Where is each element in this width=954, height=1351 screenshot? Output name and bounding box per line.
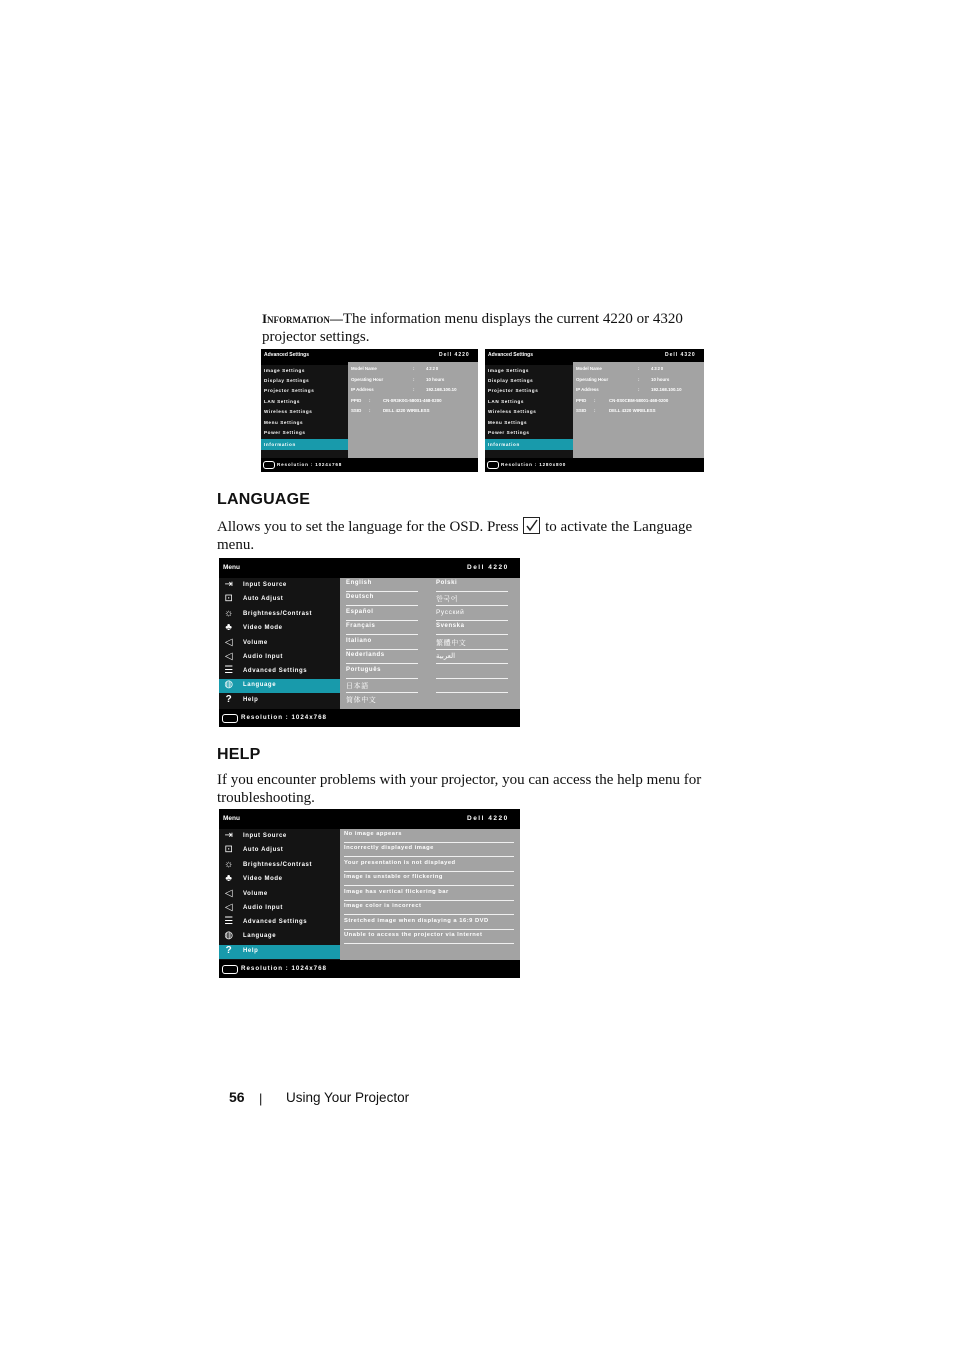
osd-item-lan-settings[interactable]: LAN Settings (264, 399, 301, 404)
osd-item-wireless-settings[interactable]: Wireless Settings (264, 409, 313, 414)
osd-item-image-settings[interactable]: Image Settings (488, 368, 530, 373)
menu-item-label: Help (243, 697, 259, 703)
info-label: IP Address (351, 387, 374, 392)
menu-item-label: Volume (243, 891, 268, 897)
info-value: DELL 4320 WIRELESS (609, 408, 656, 413)
info-value: 10 hours (651, 377, 670, 382)
osd-info-panel (573, 362, 704, 458)
help-heading: HELP (217, 746, 261, 763)
osd-header-model: Dell 4220 (467, 815, 509, 822)
language-text-part1: Allows you to set the language for the OSD. Press (217, 519, 519, 535)
language-option[interactable]: Polski (436, 580, 508, 592)
help-topic[interactable]: Your presentation is not displayed (344, 860, 514, 872)
brightness-icon: ☼ (224, 859, 234, 870)
osd-sidebar (219, 578, 340, 709)
osd-item-power-settings[interactable]: Power Settings (264, 430, 306, 435)
menu-item-language[interactable] (219, 930, 340, 944)
osd-sidebar (261, 365, 348, 458)
menu-item-help[interactable] (219, 945, 340, 959)
osd-sidebar (485, 365, 573, 458)
auto-adjust-icon: ⊡ (224, 844, 234, 855)
menu-item-label: Input Source (243, 833, 287, 839)
help-topic[interactable]: Unable to access the projector via Internet (344, 932, 514, 944)
menu-item-brightness-contrast[interactable] (219, 859, 340, 873)
info-value: CN-0S0CBM-58001-468-0200 (609, 398, 669, 403)
info-value: 4220 (426, 366, 439, 371)
osd-header-title: Menu (223, 564, 240, 571)
menu-item-language[interactable] (219, 679, 340, 693)
info-sep: : (594, 408, 596, 413)
menu-item-advanced-settings[interactable] (219, 916, 340, 930)
help-topic[interactable]: Incorrectly displayed image (344, 845, 514, 857)
language-paragraph (217, 517, 707, 554)
menu-item-input-source[interactable] (219, 579, 340, 593)
settings-sliders-icon: ☰ (224, 665, 234, 676)
osd-item-power-settings[interactable]: Power Settings (488, 430, 530, 435)
osd-sidebar (219, 829, 340, 960)
info-sep: : (413, 387, 415, 392)
help-panel (340, 829, 520, 960)
menu-item-advanced-settings[interactable] (219, 665, 340, 679)
osd-item-display-settings[interactable]: Display Settings (264, 378, 310, 383)
language-option-empty (436, 667, 508, 679)
info-osd-4320 (485, 349, 704, 472)
osd-info-panel (348, 362, 478, 458)
menu-item-label: Brightness/Contrast (243, 862, 313, 868)
help-osd (219, 809, 520, 978)
info-sep: : (638, 387, 640, 392)
language-option[interactable]: Italiano (346, 638, 418, 650)
brightness-icon: ☼ (224, 608, 234, 619)
osd-resolution: Resolution : 1280x800 (501, 462, 567, 467)
info-label: Model Name (351, 366, 377, 371)
globe-icon: ◍ (224, 679, 234, 690)
osd-item-wireless-settings[interactable]: Wireless Settings (488, 409, 537, 414)
menu-item-audio-input[interactable] (219, 651, 340, 665)
osd-item-image-settings[interactable]: Image Settings (264, 368, 306, 373)
info-label: IP Address (576, 387, 599, 392)
language-text-line2: menu. (217, 537, 255, 553)
information-text-line1: The information menu displays the current 4220 or 4320 (342, 311, 683, 327)
audio-input-icon: ◁ (224, 902, 234, 913)
menu-item-label: Help (243, 948, 259, 954)
osd-header-model: Dell 4320 (665, 352, 696, 358)
menu-item-label: Auto Adjust (243, 596, 284, 602)
language-option[interactable]: Español (346, 609, 418, 621)
language-option[interactable]: Français (346, 623, 418, 635)
menu-item-label: Advanced Settings (243, 668, 308, 674)
info-value: 10 hours (426, 377, 445, 382)
audio-input-icon: ◁ (224, 651, 234, 662)
language-option[interactable]: Nederlands (346, 652, 418, 664)
footer-divider: | (259, 1091, 263, 1106)
info-sep: : (369, 408, 371, 413)
menu-item-audio-input[interactable] (219, 902, 340, 916)
globe-icon: ◍ (224, 930, 234, 941)
osd-header-model: Dell 4220 (467, 564, 509, 571)
osd-header (219, 809, 520, 829)
osd-item-menu-settings[interactable]: Menu Settings (264, 420, 304, 425)
info-label: PPID (351, 398, 362, 403)
help-paragraph (217, 771, 717, 807)
help-text-line2: troubleshooting. (217, 790, 315, 806)
menu-item-auto-adjust[interactable] (219, 593, 340, 607)
help-text-line1: If you encounter problems with your projector, you can access the help menu for (217, 772, 702, 788)
osd-header (219, 558, 520, 578)
language-panel (340, 578, 520, 709)
video-mode-icon: ♣ (225, 622, 233, 633)
osd-item-information[interactable]: Information (485, 439, 573, 450)
osd-item-lan-settings[interactable]: LAN Settings (488, 399, 525, 404)
info-value: 4320 (651, 366, 664, 371)
info-value: DELL 4220 WIRELESS (383, 408, 430, 413)
osd-resolution: Resolution : 1024x768 (277, 462, 343, 467)
language-option[interactable]: 繁體中文 (436, 638, 508, 650)
help-topic[interactable]: Image is unstable or flickering (344, 874, 514, 886)
osd-header-title: Advanced Settings (488, 352, 534, 358)
menu-item-video-mode[interactable] (219, 873, 340, 887)
osd-footer (485, 458, 704, 472)
osd-item-display-settings[interactable]: Display Settings (488, 378, 534, 383)
info-label: Operating Hour (576, 377, 609, 382)
info-sep: : (594, 398, 596, 403)
info-label: Model Name (576, 366, 602, 371)
info-sep: : (369, 398, 371, 403)
resolution-icon (263, 461, 275, 469)
info-sep: : (413, 366, 415, 371)
language-option[interactable]: Svenska (436, 623, 508, 635)
menu-item-label: Auto Adjust (243, 847, 284, 853)
info-sep: : (413, 377, 415, 382)
info-sep: : (638, 366, 640, 371)
language-option[interactable]: العربية (436, 652, 508, 664)
menu-item-video-mode[interactable] (219, 622, 340, 636)
info-osd-4220 (261, 349, 478, 472)
info-label: SSID (576, 408, 587, 413)
help-topic[interactable]: No image appears (344, 831, 514, 843)
page-number: 56 (229, 1089, 245, 1105)
language-option[interactable]: 日本語 (346, 681, 418, 693)
osd-header-model: Dell 4220 (439, 352, 470, 358)
footer-section-title: Using Your Projector (286, 1090, 410, 1105)
osd-footer (219, 960, 520, 978)
osd-item-projector-settings[interactable]: Projector Settings (488, 388, 539, 393)
help-icon: ? (225, 945, 233, 956)
info-label: SSID (351, 408, 362, 413)
language-heading: LANGUAGE (217, 491, 311, 508)
menu-item-auto-adjust[interactable] (219, 844, 340, 858)
help-icon: ? (225, 694, 233, 705)
menu-item-input-source[interactable] (219, 830, 340, 844)
info-value: 192.168.100.10 (651, 387, 682, 392)
menu-item-help[interactable] (219, 694, 340, 708)
help-topic[interactable]: Stretched image when displaying a 16:9 DVD (344, 918, 514, 930)
osd-resolution: Resolution : 1024x768 (241, 965, 327, 972)
resolution-icon (222, 714, 238, 723)
menu-item-label: Video Mode (243, 876, 283, 882)
osd-resolution: Resolution : 1024x768 (241, 714, 327, 721)
language-text-part2: to activate the Language (545, 519, 693, 535)
information-paragraph (262, 310, 722, 346)
language-option[interactable]: 한국어 (436, 594, 508, 606)
menu-item-label: Video Mode (243, 625, 283, 631)
info-value: 192.168.100.10 (426, 387, 457, 392)
menu-item-label: Language (243, 682, 277, 688)
osd-header-title: Menu (223, 815, 240, 822)
info-sep: : (638, 377, 640, 382)
menu-item-brightness-contrast[interactable] (219, 608, 340, 622)
help-topic[interactable]: Image has vertical flickering bar (344, 889, 514, 901)
input-source-icon: ⇥ (224, 830, 234, 841)
language-option[interactable]: Português (346, 667, 418, 679)
menu-item-label: Audio Input (243, 654, 283, 660)
resolution-icon (222, 965, 238, 974)
menu-item-label: Audio Input (243, 905, 283, 911)
speaker-icon: ◁ (224, 637, 234, 648)
language-option-empty (436, 681, 508, 693)
osd-item-projector-settings[interactable]: Projector Settings (264, 388, 315, 393)
osd-footer (261, 458, 478, 472)
menu-item-label: Advanced Settings (243, 919, 308, 925)
speaker-icon: ◁ (224, 888, 234, 899)
information-lead: Information— (262, 311, 343, 326)
menu-item-label: Input Source (243, 582, 287, 588)
resolution-icon (487, 461, 499, 469)
language-osd (219, 558, 520, 727)
video-mode-icon: ♣ (225, 873, 233, 884)
language-option[interactable]: 简体中文 (346, 697, 377, 704)
info-label: PPID (576, 398, 587, 403)
auto-adjust-icon: ⊡ (224, 593, 234, 604)
info-label: Operating Hour (351, 377, 384, 382)
language-option[interactable]: Pyccкий (436, 609, 508, 621)
menu-item-volume[interactable] (219, 637, 340, 651)
settings-sliders-icon: ☰ (224, 916, 234, 927)
menu-item-label: Brightness/Contrast (243, 611, 313, 617)
info-value: CN-0R3K0G-58001-468-0200 (383, 398, 442, 403)
menu-item-label: Language (243, 933, 277, 939)
input-source-icon: ⇥ (224, 579, 234, 590)
help-topic[interactable]: Image color is incorrect (344, 903, 514, 915)
information-text-line2: projector settings. (262, 329, 370, 345)
osd-footer (219, 709, 520, 727)
language-option[interactable]: English (346, 580, 418, 592)
language-option[interactable]: Deutsch (346, 594, 418, 606)
osd-header-title: Advanced Settings (264, 352, 310, 358)
menu-item-volume[interactable] (219, 888, 340, 902)
menu-item-label: Volume (243, 640, 268, 646)
osd-item-information[interactable]: Information (261, 439, 348, 450)
checkmark-icon (523, 517, 540, 534)
osd-item-menu-settings[interactable]: Menu Settings (488, 420, 528, 425)
